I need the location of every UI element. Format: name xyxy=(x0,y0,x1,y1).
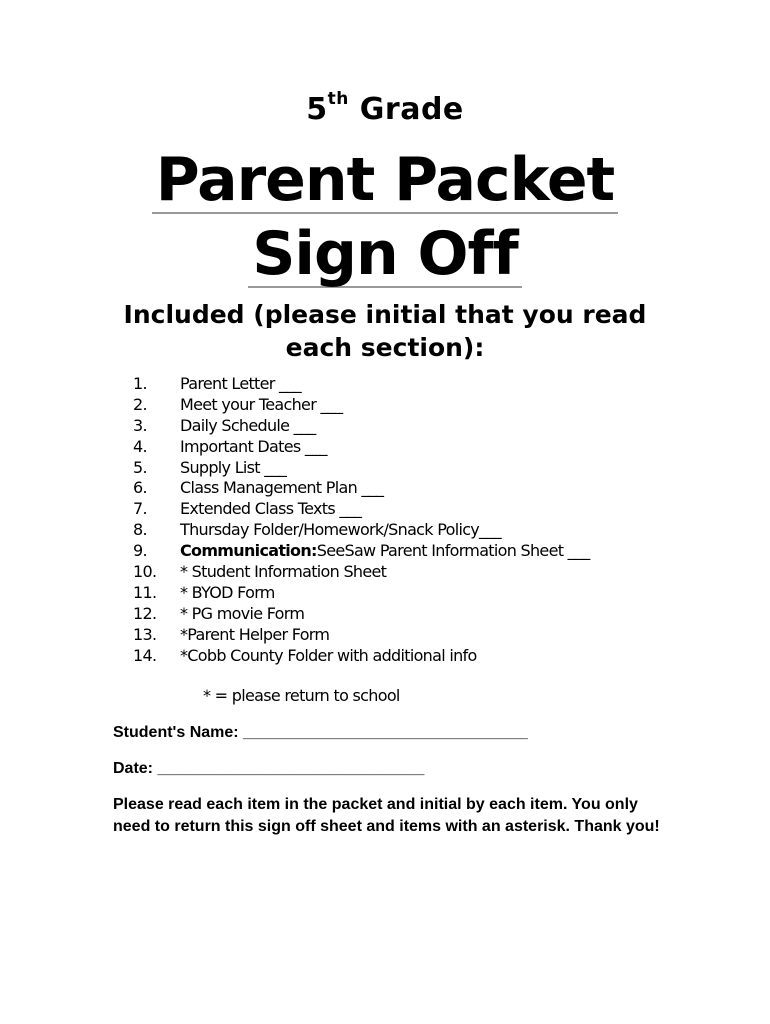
item-number: 7. xyxy=(133,499,147,519)
list-item xyxy=(133,458,590,479)
student-name-field: Student's Name: ________________________________ xyxy=(113,724,528,741)
item-number: 4. xyxy=(133,436,147,456)
included-heading: Included (please initial that you read each section): xyxy=(123,300,647,362)
list-item xyxy=(133,625,590,646)
item-text: *Cobb County Folder with additional info xyxy=(180,645,477,665)
page-title-line-1: Parent Packet xyxy=(152,150,619,214)
list-item xyxy=(133,437,590,458)
item-text: Thursday Folder/Homework/Snack Policy___ xyxy=(180,520,501,540)
title-line-1-wrapper xyxy=(0,145,770,215)
list-item xyxy=(133,499,590,520)
item-number: 13. xyxy=(133,624,157,644)
list-item xyxy=(133,416,590,437)
grade-word: Grade xyxy=(359,92,464,127)
item-number: 9. xyxy=(133,541,147,561)
grade-suffix: th xyxy=(327,89,349,109)
list-item xyxy=(133,374,590,395)
grade-heading xyxy=(0,89,770,127)
list-item xyxy=(133,478,590,499)
item-number: 11. xyxy=(133,582,157,602)
item-text: Class Management Plan ___ xyxy=(180,478,384,498)
item-number: 3. xyxy=(133,415,147,435)
list-item xyxy=(133,583,590,604)
item-number: 1. xyxy=(133,374,147,393)
item-text: * Student Information Sheet xyxy=(180,562,387,582)
item-text: Extended Class Texts ___ xyxy=(180,499,362,519)
asterisk-note: * = please return to school xyxy=(203,686,400,705)
date-field: Date: ______________________________ xyxy=(113,760,425,777)
item-text: *Parent Helper Form xyxy=(180,624,330,644)
packet-items-list xyxy=(133,374,590,666)
item-number: 8. xyxy=(133,520,147,540)
item-text: Parent Letter ___ xyxy=(180,374,301,393)
list-item xyxy=(133,646,590,667)
list-item xyxy=(133,604,590,625)
item-text: Supply List ___ xyxy=(180,457,287,477)
item-bold-label: Communication: xyxy=(180,541,317,561)
item-number: 10. xyxy=(133,562,157,582)
item-text: Important Dates ___ xyxy=(180,436,327,456)
item-text: * BYOD Form xyxy=(180,582,275,602)
item-text: Daily Schedule ___ xyxy=(180,415,316,435)
item-text: Meet your Teacher ___ xyxy=(180,394,343,414)
item-number: 6. xyxy=(133,478,147,498)
list-item xyxy=(133,562,590,583)
instructions-text: Please read each item in the packet and initial by each item. You only need to return this sign off sheet and items with an asterisk. Thank you! xyxy=(113,796,660,835)
item-text: SeeSaw Parent Information Sheet ___ xyxy=(316,541,590,561)
list-item xyxy=(133,541,590,562)
page-title-line-2: Sign Off xyxy=(248,224,522,288)
title-line-2-wrapper xyxy=(0,219,770,289)
list-item xyxy=(133,520,590,541)
item-number: 12. xyxy=(133,603,157,623)
item-number: 14. xyxy=(133,645,157,665)
grade-number: 5 xyxy=(306,92,328,127)
item-number: 2. xyxy=(133,394,147,414)
item-text: * PG movie Form xyxy=(180,603,305,623)
list-item xyxy=(133,395,590,416)
item-number: 5. xyxy=(133,457,147,477)
